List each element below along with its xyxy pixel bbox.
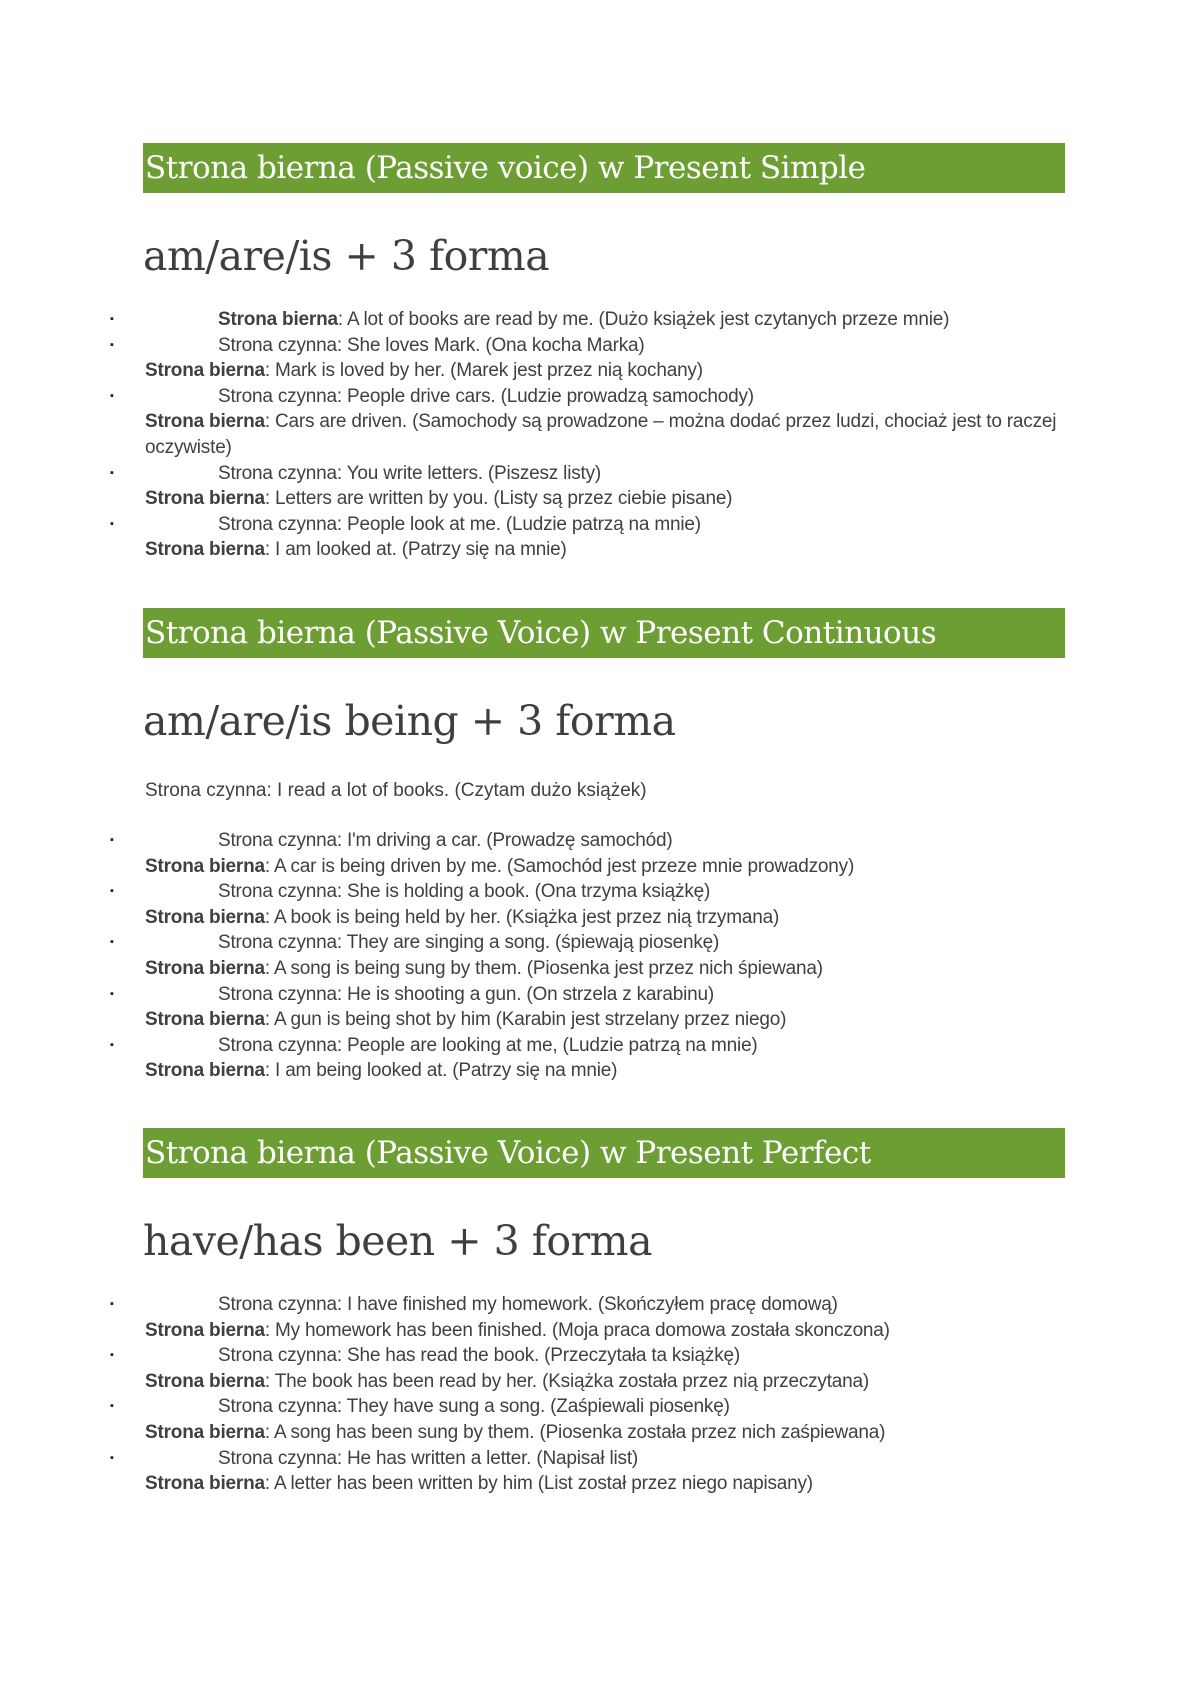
section-heading-banner: Strona bierna (Passive Voice) w Present Continuous bbox=[143, 608, 1065, 658]
list-item bbox=[110, 1292, 1065, 1343]
list-item bbox=[110, 1033, 1065, 1084]
list-item bbox=[110, 333, 1065, 384]
section-present-perfect bbox=[110, 1128, 1065, 1497]
active-sentence: Strona czynna: She has read the book. (Przeczytała ta książkę) bbox=[218, 1345, 740, 1367]
intro-sentence: Strona czynna: I read a lot of books. (Czytam dużo książek) bbox=[145, 780, 647, 801]
section-present-continuous bbox=[110, 608, 1065, 1084]
active-sentence: Strona czynna: They have sung a song. (Zaśpiewali piosenkę) bbox=[218, 1396, 730, 1418]
active-sentence: Strona czynna: I'm driving a car. (Prowadzę samochód) bbox=[218, 830, 673, 851]
example-text: : A lot of books are read by me. (Dużo książek jest czytanych przeze mnie) bbox=[337, 309, 950, 330]
list-item bbox=[110, 307, 1065, 333]
active-sentence: Strona czynna: She loves Mark. (Ona kocha Marka) bbox=[218, 334, 645, 356]
list-item bbox=[110, 879, 1065, 930]
active-sentence: Strona czynna: People look at me. (Ludzie patrzą na mnie) bbox=[218, 513, 701, 535]
passive-label: Strona bierna bbox=[145, 488, 265, 510]
passive-sentence: : A letter has been written by him (List został przez niego napisany) bbox=[264, 1473, 813, 1495]
bullet-icon: ▪ bbox=[110, 987, 114, 1000]
passive-sentence: : A car is being driven by me. (Samochód jest przeze mnie prowadzony) bbox=[264, 855, 855, 877]
example-list bbox=[110, 1292, 1065, 1497]
passive-sentence: : The book has been read by her. (Książka została przez nią przeczytana) bbox=[264, 1370, 870, 1392]
active-sentence: Strona czynna: People drive cars. (Ludzie prowadzą samochody) bbox=[218, 385, 754, 407]
list-item bbox=[110, 982, 1065, 1033]
passive-label: Strona bierna bbox=[145, 855, 265, 877]
section-heading-banner: Strona bierna (Passive Voice) w Present Perfect bbox=[143, 1128, 1065, 1178]
passive-sentence: : My homework has been finished. (Moja praca domowa została skonczona) bbox=[264, 1319, 890, 1341]
passive-sentence: : Cars are driven. (Samochody są prowadzone – można dodać przez ludzi, chociaż jest to raczej oczywiste) bbox=[145, 411, 1057, 458]
active-sentence: Strona czynna: He is shooting a gun. (On strzela z karabinu) bbox=[218, 983, 714, 1005]
list-item bbox=[110, 1446, 1065, 1497]
bullet-icon: ▪ bbox=[110, 338, 114, 351]
passive-label: Strona bierna bbox=[145, 1473, 265, 1495]
active-sentence: Strona czynna: She is holding a book. (Ona trzyma książkę) bbox=[218, 881, 711, 903]
passive-sentence: : I am being looked at. (Patrzy się na mnie) bbox=[264, 1060, 618, 1082]
passive-label: Strona bierna bbox=[145, 1060, 265, 1082]
passive-label: Strona bierna bbox=[145, 1421, 265, 1443]
active-sentence: Strona czynna: I have finished my homework. (Skończyłem pracę domową) bbox=[218, 1294, 838, 1315]
list-item bbox=[110, 1343, 1065, 1394]
example-list bbox=[110, 307, 1065, 563]
passive-sentence: : A book is being held by her. (Książka jest przez nią trzymana) bbox=[264, 906, 780, 928]
bullet-icon: ▪ bbox=[110, 389, 114, 402]
passive-sentence: : A song has been sung by them. (Piosenka została przez nich zaśpiewana) bbox=[264, 1421, 886, 1443]
bullet-icon: ▪ bbox=[110, 1038, 114, 1051]
bullet-icon: ▪ bbox=[110, 1349, 114, 1362]
bullet-icon: ▪ bbox=[110, 466, 114, 479]
list-item bbox=[110, 1394, 1065, 1445]
passive-label: Strona bierna bbox=[145, 360, 265, 382]
list-item bbox=[110, 512, 1065, 563]
passive-label: Strona bierna bbox=[145, 906, 265, 928]
passive-label: Strona bierna bbox=[145, 1370, 265, 1392]
passive-label: Strona bierna bbox=[145, 1319, 265, 1341]
active-sentence: Strona czynna: People are looking at me, (Ludzie patrzą na mnie) bbox=[218, 1034, 758, 1056]
passive-sentence: : A gun is being shot by him (Karabin jest strzelany przez niego) bbox=[264, 1009, 787, 1031]
list-item bbox=[110, 461, 1065, 512]
bullet-icon: ▪ bbox=[110, 1298, 114, 1310]
passive-sentence: : I am looked at. (Patrzy się na mnie) bbox=[264, 539, 567, 561]
formula-heading: have/has been + 3 forma bbox=[143, 1217, 653, 1265]
formula-heading: am/are/is + 3 forma bbox=[143, 232, 550, 280]
list-item bbox=[110, 384, 1065, 461]
bullet-icon: ▪ bbox=[110, 517, 114, 530]
bullet-icon: ▪ bbox=[110, 885, 114, 898]
section-present-simple bbox=[110, 143, 1065, 563]
bullet-icon: ▪ bbox=[110, 936, 114, 949]
active-sentence: Strona czynna: You write letters. (Piszesz listy) bbox=[218, 462, 602, 484]
passive-sentence: : Letters are written by you. (Listy są przez ciebie pisane) bbox=[264, 488, 733, 510]
passive-sentence: : Mark is loved by her. (Marek jest przez nią kochany) bbox=[264, 360, 703, 382]
passive-label: Strona bierna bbox=[145, 1009, 265, 1031]
list-item bbox=[110, 930, 1065, 981]
active-sentence: Strona czynna: He has written a letter. (Napisał list) bbox=[218, 1447, 639, 1469]
bullet-icon: ▪ bbox=[110, 1400, 114, 1413]
passive-label: Strona bierna bbox=[145, 957, 265, 979]
formula-heading: am/are/is being + 3 forma bbox=[143, 697, 676, 745]
example-list bbox=[110, 828, 1065, 1084]
bullet-icon: ▪ bbox=[110, 313, 114, 325]
passive-sentence: : A song is being sung by them. (Piosenka jest przez nich śpiewana) bbox=[264, 957, 823, 979]
active-sentence: Strona czynna: They are singing a song. (śpiewają piosenkę) bbox=[218, 932, 720, 954]
list-item bbox=[110, 828, 1065, 879]
passive-label: Strona bierna bbox=[145, 539, 265, 561]
section-heading-banner: Strona bierna (Passive voice) w Present Simple bbox=[143, 143, 1065, 193]
passive-label: Strona bierna bbox=[218, 309, 338, 330]
bullet-icon: ▪ bbox=[110, 1451, 114, 1464]
bullet-icon: ▪ bbox=[110, 834, 114, 846]
passive-label: Strona bierna bbox=[145, 411, 265, 433]
